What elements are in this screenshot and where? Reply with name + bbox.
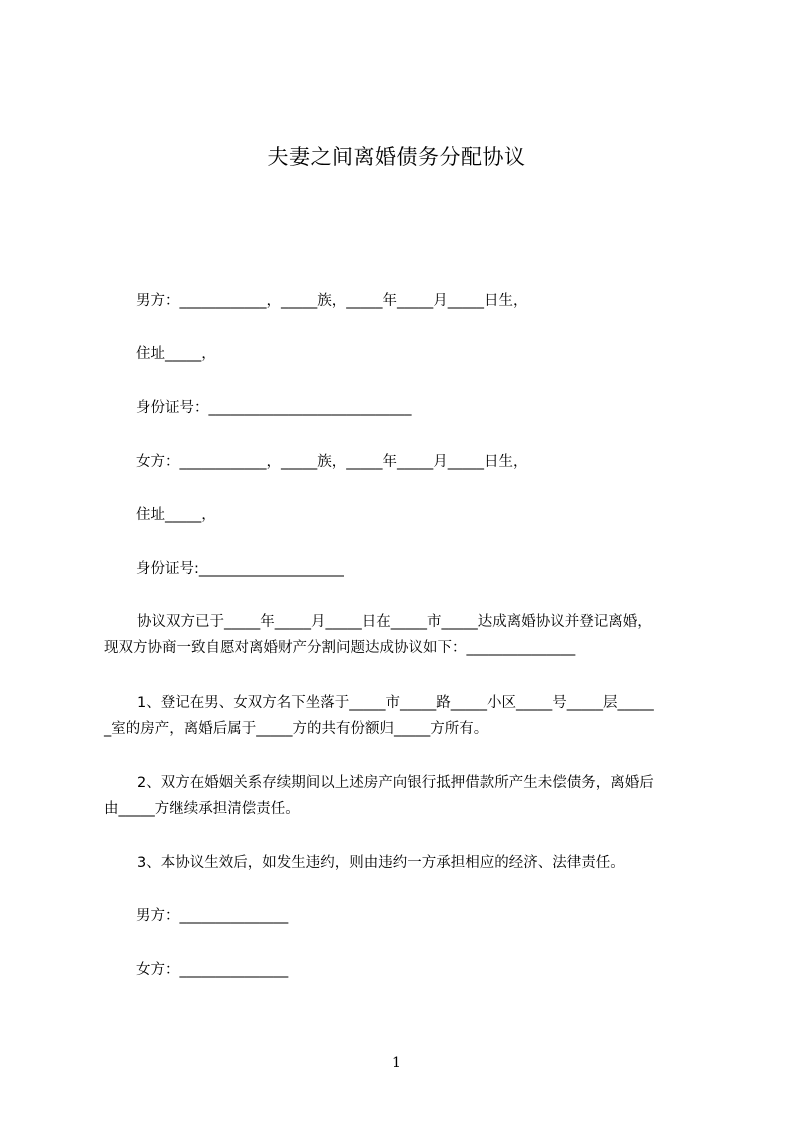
male-signature-line: 男方：_______________ <box>136 908 289 924</box>
male-info-line: 男方：____________，_____族，_____年_____月_____日生， <box>136 293 528 309</box>
page-number: 1 <box>392 1055 401 1071</box>
clause-3: 3、本协议生效后，如发生违约，则由违约一方承担相应的经济、法律责任。 <box>137 855 625 871</box>
male-address-line: 住址_____， <box>136 346 216 362</box>
clause-2-line-2: 由_____方继续承担清偿责任。 <box>104 801 300 817</box>
female-info-line: 女方：____________，_____族，_____年_____月_____日生， <box>136 454 528 470</box>
intro-paragraph-line-1: 协议双方已于_____年_____月_____日在_____市_____达成离婚协议并登记离婚， <box>137 614 652 630</box>
clause-1-line-1: 1、登记在男、女双方名下坐落于_____市_____路_____小区_____号_____层_____ <box>137 695 654 711</box>
intro-paragraph-line-2: 现双方协商一致自愿对离婚财产分割问题达成协议如下：_______________ <box>104 640 576 656</box>
female-id-line: 身份证号:____________________ <box>136 561 344 577</box>
male-id-line: 身份证号：____________________________ <box>136 400 412 416</box>
clause-2-line-1: 2、双方在婚姻关系存续期间以上述房产向银行抵押借款所产生未偿债务，离婚后 <box>137 775 654 791</box>
document-title: 夫妻之间离婚债务分配协议 <box>267 145 526 169</box>
female-signature-line: 女方：_______________ <box>136 962 289 978</box>
female-address-line: 住址_____， <box>136 507 216 523</box>
clause-1-line-2: _室的房产，离婚后属于_____方的共有份额归_____方所有。 <box>104 721 489 737</box>
